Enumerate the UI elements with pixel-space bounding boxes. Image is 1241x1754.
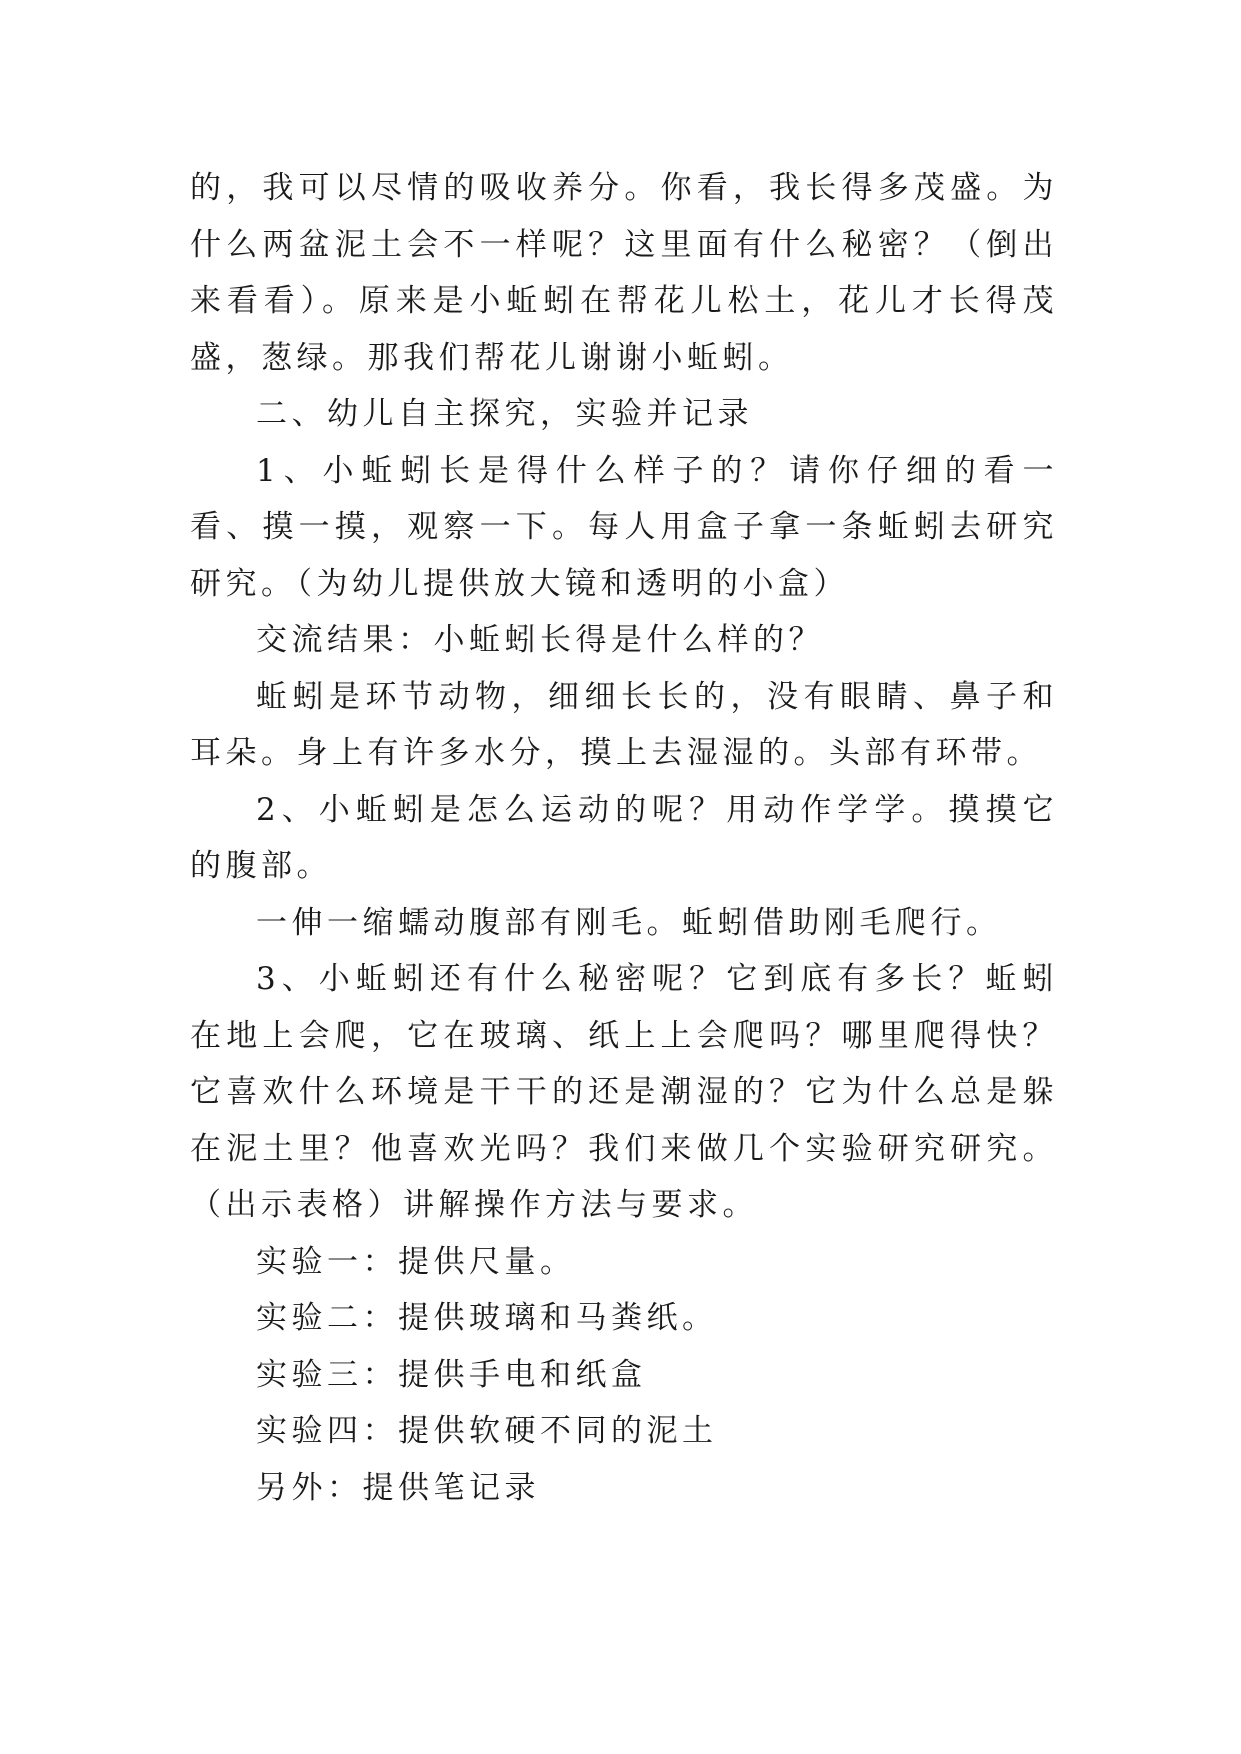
experiment-4: 实验四：提供软硬不同的泥土 [256,1413,718,1449]
paragraph-item-1: 1、小蚯蚓长是得什么样子的？请你仔细的看一看、摸一摸，观察一下。每人用盒子拿一条蚯蚓去研究研究。（为幼儿提供放大镜和透明的小盒） [190,452,1058,602]
section-heading: 二、幼儿自主探究，实验并记录 [256,396,753,432]
paragraph-item-2: 2、小蚯蚓是怎么运动的呢？用动作学学。摸摸它的腹部。 [190,791,1058,884]
experiment-2: 实验二：提供玻璃和马粪纸。 [256,1300,718,1336]
paragraph-continuation: 的，我可以尽情的吸收养分。你看，我长得多茂盛。为什么两盆泥土会不一样呢？这里面有什么秘密？（倒出来看看）。原来是小蚯蚓在帮花儿松土，花儿才长得茂盛，葱绿。那我们帮花儿谢谢小蚯蚓。 [190,170,1058,376]
experiment-3: 实验三：提供手电和纸盒 [256,1356,647,1393]
experiment-1: 实验一：提供尺量。 [256,1243,576,1280]
paragraph-movement: 一伸一缩蠕动腹部有刚毛。蚯蚓借助刚毛爬行。 [256,904,1002,941]
document-body [190,160,1058,1516]
paragraph-item-3: 3、小蚯蚓还有什么秘密呢？它到底有多长？蚯蚓在地上会爬，它在玻璃、纸上上会爬吗？哪里爬得快？它喜欢什么环境是干干的还是潮湿的？它为什么总是躲在泥土里？他喜欢光吗？我们来做几个实验研究研究。（出示表格）讲解操作方法与要求。 [190,961,1058,1223]
paragraph-earthworm-description: 蚯蚓是环节动物，细细长长的，没有眼睛、鼻子和耳朵。身上有许多水分，摸上去湿湿的。头部有环带。 [190,678,1058,771]
paragraph-exchange-results: 交流结果：小蚯蚓长得是什么样的？ [256,622,824,658]
paragraph-additional: 另外：提供笔记录 [256,1469,540,1506]
